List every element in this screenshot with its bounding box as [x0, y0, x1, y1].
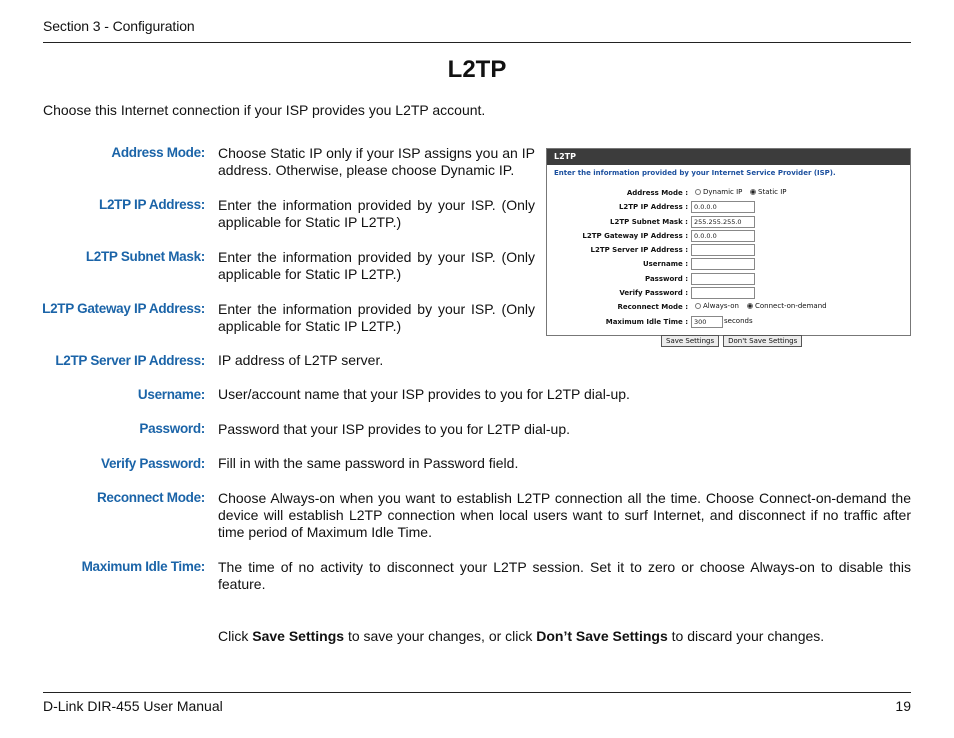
l2tp-server-input[interactable] — [691, 244, 755, 256]
panel-intro: Enter the information provided by your Internet Service Provider (ISP). — [554, 169, 836, 177]
term-l2tp-gateway: L2TP Gateway IP Address: — [42, 301, 205, 316]
verify-password-input[interactable] — [691, 287, 755, 299]
row-server — [547, 244, 910, 258]
term-reconnect-mode: Reconnect Mode: — [96, 490, 205, 505]
term-verify-password: Verify Password: — [101, 456, 205, 471]
row-password — [547, 273, 910, 287]
term-l2tp-subnet-mask: L2TP Subnet Mask: — [85, 249, 205, 264]
footer-rule — [43, 692, 911, 693]
save-settings-button[interactable]: Save Settings — [661, 335, 719, 347]
dynamic-ip-label: Dynamic IP — [703, 188, 743, 196]
page-title: L2TP — [447, 56, 507, 83]
click-note-prefix: Click — [218, 628, 253, 644]
address-mode-label: Address Mode : — [626, 189, 688, 197]
gateway-label: L2TP Gateway IP Address : — [582, 231, 688, 240]
password-input[interactable] — [691, 273, 755, 285]
mask-label: L2TP Subnet Mask : — [610, 217, 688, 226]
term-password: Password: — [139, 421, 205, 436]
panel-buttons — [661, 335, 802, 347]
always-on-label: Always-on — [703, 302, 739, 311]
panel-header: L2TP — [547, 149, 910, 165]
l2tp-form — [547, 187, 910, 330]
static-ip-radio[interactable] — [750, 188, 787, 196]
footer-manual: D-Link DIR-455 User Manual — [43, 698, 223, 714]
username-input[interactable] — [691, 258, 755, 270]
row-mask — [547, 216, 910, 230]
connect-on-demand-radio[interactable] — [747, 302, 827, 310]
section-header: Section 3 - Configuration — [43, 18, 195, 34]
row-username — [547, 258, 910, 272]
always-on-radio[interactable] — [695, 302, 739, 310]
ip-label: L2TP IP Address : — [618, 203, 688, 212]
desc-verify-password: Fill in with the same password in Password field. — [218, 455, 519, 471]
desc-l2tp-subnet-mask: Enter the information provided by your ISP. (Only applicable for Static IP L2TP.) — [218, 249, 535, 282]
desc-password: Password that your ISP provides to you for L2TP dial-up. — [218, 421, 571, 437]
l2tp-mask-input[interactable]: 255.255.255.0 — [691, 216, 755, 228]
l2tp-gateway-input[interactable]: 0.0.0.0 — [691, 230, 755, 242]
desc-l2tp-gateway: Enter the information provided by your ISP. (Only applicable for Static IP L2TP.) — [218, 301, 535, 334]
idle-label: Maximum Idle Time : — [605, 317, 688, 326]
click-note-middle: to save your changes, or click — [344, 628, 537, 644]
radio-on-icon — [747, 303, 753, 309]
radio-off-icon — [695, 303, 701, 309]
static-ip-label: Static IP — [758, 188, 787, 196]
row-gateway — [547, 230, 910, 244]
term-l2tp-server: L2TP Server IP Address: — [55, 353, 205, 368]
desc-username: User/account name that your ISP provides to you for L2TP dial-up. — [218, 386, 630, 402]
reconnect-label: Reconnect Mode : — [617, 303, 688, 312]
click-note-dont-save: Don’t Save Settings — [536, 628, 668, 644]
connect-on-demand-label: Connect-on-demand — [755, 302, 827, 311]
row-verify — [547, 287, 910, 301]
radio-on-icon — [750, 189, 756, 195]
click-note-suffix: to discard your changes. — [667, 628, 825, 644]
dynamic-ip-radio[interactable] — [695, 188, 742, 196]
term-l2tp-ip-address: L2TP IP Address: — [99, 197, 205, 212]
term-address-mode: Address Mode: — [111, 145, 205, 160]
verify-label: Verify Password : — [619, 289, 688, 298]
desc-l2tp-server: IP address of L2TP server. — [218, 352, 384, 368]
desc-address-mode: Choose Static IP only if your ISP assigns you an IP address. Otherwise, please choose Dynamic IP. — [218, 145, 535, 178]
click-note — [218, 628, 911, 645]
radio-off-icon — [695, 189, 701, 195]
header-rule — [43, 42, 911, 43]
footer-page-number: 19 — [895, 698, 911, 714]
l2tp-settings-panel — [546, 148, 911, 336]
l2tp-ip-input[interactable]: 0.0.0.0 — [691, 201, 755, 213]
desc-max-idle-time: The time of no activity to disconnect your L2TP session. Set it to zero or choose Always-on to disable this feature. — [218, 559, 911, 592]
password-label: Password : — [645, 274, 688, 283]
row-ip — [547, 201, 910, 215]
intro-text: Choose this Internet connection if your ISP provides you L2TP account. — [43, 102, 486, 118]
dont-save-settings-button[interactable]: Don't Save Settings — [723, 335, 802, 347]
term-max-idle-time: Maximum Idle Time: — [81, 559, 205, 574]
row-idle — [547, 316, 910, 330]
idle-time-input[interactable]: 300 — [691, 316, 723, 328]
idle-unit: seconds — [724, 316, 753, 325]
row-address-mode — [547, 187, 910, 201]
username-label: Username : — [642, 260, 688, 269]
term-username: Username: — [137, 387, 205, 402]
row-reconnect — [547, 301, 910, 315]
click-note-save: Save Settings — [252, 628, 345, 644]
desc-l2tp-ip-address: Enter the information provided by your ISP. (Only applicable for Static IP L2TP.) — [218, 197, 535, 230]
server-label: L2TP Server IP Address : — [590, 246, 688, 255]
desc-reconnect-mode: Choose Always-on when you want to establish L2TP connection all the time. Choose Connect-on-demand the device will establish L2TP connection when local users want to surf Internet, and disconnect if no traffic after time period of Maximum Idle Time. — [218, 490, 911, 540]
